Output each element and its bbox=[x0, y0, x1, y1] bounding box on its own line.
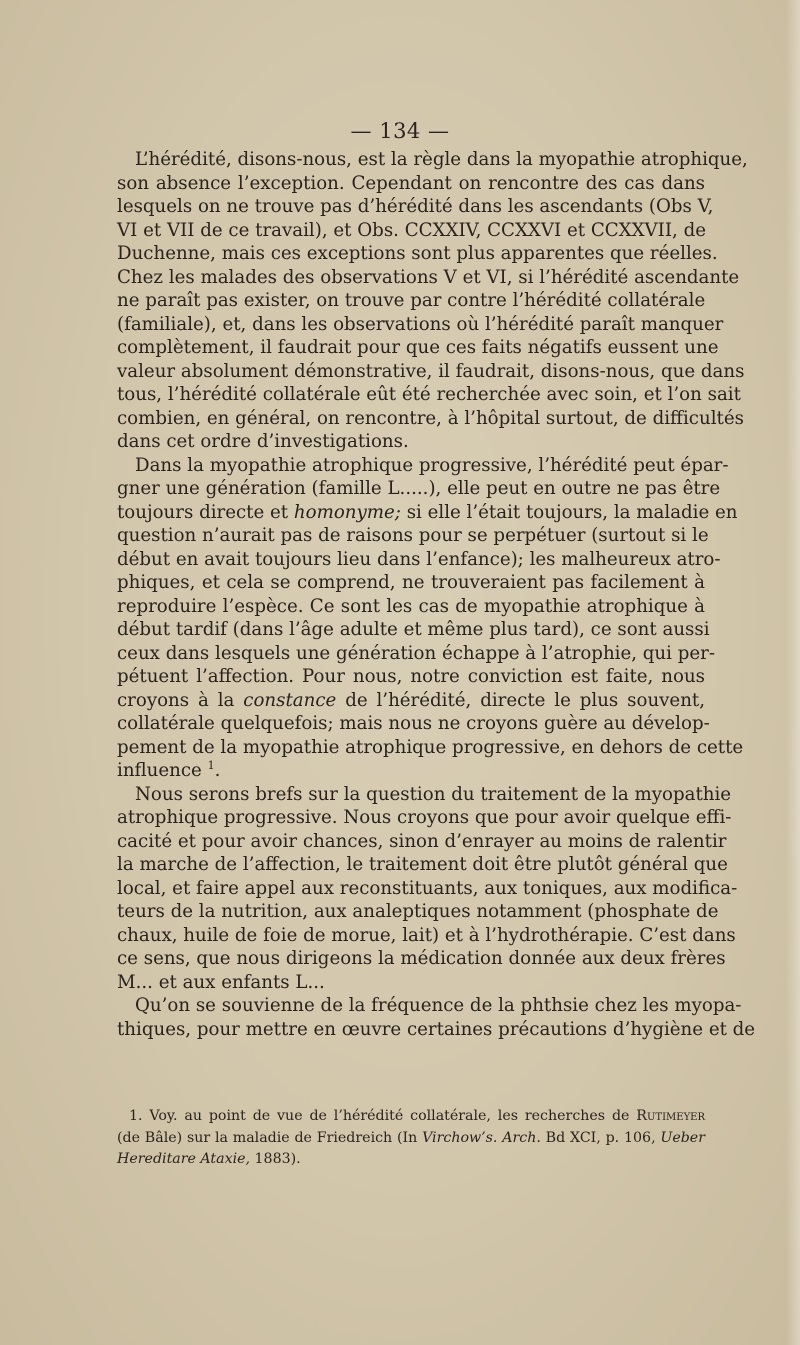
text-line: cacité et pour avoir chances, sinon d’enrayer au moins de ralentir bbox=[117, 830, 727, 852]
text-segment: toujours directe et bbox=[117, 501, 294, 523]
text-segment: si elle l’était toujours, la maladie en bbox=[400, 501, 738, 523]
text-line: gner une génération (famille L.....), elle peut en outre ne pas être bbox=[117, 478, 721, 499]
text-line: ce sens, que nous dirigeons la médication donnée aux deux frères bbox=[117, 948, 726, 969]
text-line: pement de la myopathie atrophique progressive, en dehors de cette bbox=[117, 736, 744, 758]
work-title: Hereditare Ataxie, bbox=[117, 1151, 251, 1167]
text-line: lesquels on ne trouve pas d’hérédité dans les ascendants (Obs V, bbox=[117, 196, 714, 217]
text-line: son absence l’exception. Cependant on rencontre des cas dans bbox=[117, 172, 705, 194]
text-segment: (de Bâle) sur la maladie de Friedreich (In bbox=[117, 1129, 423, 1146]
text-line: local, et faire appel aux reconstituants, aux toniques, aux modifica- bbox=[117, 877, 738, 899]
text-segment: influence bbox=[117, 760, 208, 781]
body-text bbox=[117, 148, 756, 1041]
text-line: ne paraît pas exister, on trouve par contre l’hérédité collatérale bbox=[117, 290, 706, 311]
footnote-line bbox=[117, 1128, 705, 1150]
text-line: début tardif (dans l’âge adulte et même plus tard), ce sont aussi bbox=[117, 619, 710, 640]
text-segment: 1883). bbox=[250, 1151, 301, 1167]
footnote-line bbox=[117, 1106, 705, 1128]
text-segment: de l’hérédité, directe le plus souvent, bbox=[336, 689, 706, 711]
text-line bbox=[117, 689, 705, 713]
text-line: la marche de l’affection, le traitement doit être plutôt général que bbox=[117, 854, 728, 875]
text-line: question n’aurait pas de raisons pour se perpétuer (surtout si le bbox=[117, 525, 709, 546]
text-line bbox=[117, 501, 738, 525]
text-line: Nous serons brefs sur la question du traitement de la myopathie bbox=[135, 783, 732, 805]
text-line: pétuent l’affection. Pour nous, notre conviction est faite, nous bbox=[117, 666, 705, 687]
text-line: combien, en général, on rencontre, à l’hôpital surtout, de difficultés bbox=[117, 407, 744, 429]
text-segment: croyons à la bbox=[117, 689, 244, 711]
text-line: dans cet ordre d’investigations. bbox=[117, 431, 409, 452]
text-line: Dans la myopathie atrophique progressive, l’hérédité peut épar- bbox=[135, 454, 729, 476]
text-line: début en avait toujours lieu dans l’enfance); les malheureux atro- bbox=[117, 548, 721, 570]
text-line: valeur absolument démonstrative, il faudrait, disons-nous, que dans bbox=[117, 360, 745, 382]
text-line bbox=[117, 759, 705, 783]
text-line: L’hérédité, disons-nous, est la règle dans la myopathie atrophique, bbox=[135, 149, 748, 170]
text-line: complètement, il faudrait pour que ces faits négatifs eussent une bbox=[117, 337, 719, 358]
page-number: — 134 — bbox=[350, 119, 450, 143]
text-segment: Bd XCI, p. 106, bbox=[540, 1129, 661, 1146]
work-title: Ueber bbox=[660, 1129, 705, 1146]
text-line: tous, l’hérédité collatérale eût été recherchée avec soin, et l’on sait bbox=[117, 384, 741, 405]
text-line: phiques, et cela se comprend, ne trouveraient pas facilement à bbox=[117, 572, 705, 593]
italic-term: constance bbox=[243, 689, 337, 711]
text-line: atrophique progressive. Nous croyons que pour avoir quelque effi- bbox=[117, 807, 732, 828]
text-line: Qu’on se souvienne de la fréquence de la phthsie chez les myopa- bbox=[135, 995, 742, 1016]
italic-term: homonyme; bbox=[293, 501, 401, 523]
text-line: Duchenne, mais ces exceptions sont plus apparentes que réelles. bbox=[117, 243, 718, 264]
text-line: VI et VII de ce travail), et Obs. CCXXIV, CCXXVI et CCXXVII, de bbox=[117, 219, 707, 241]
text-line: ceux dans lesquels une génération échappe à l’atrophie, qui per- bbox=[117, 642, 715, 664]
text-line: (familiale), et, dans les observations où l’hérédité paraît manquer bbox=[117, 313, 724, 335]
text-line: reproduire l’espèce. Ce sont les cas de myopathie atrophique à bbox=[117, 595, 705, 617]
author-name: Rutimeyer bbox=[636, 1108, 705, 1124]
text-line: thiques, pour mettre en œuvre certaines précautions d’hygiène et de bbox=[117, 1018, 756, 1040]
text-segment: 1. Voy. au point de vue de l’hérédité collatérale, les recherches de bbox=[129, 1108, 637, 1124]
text-line: chaux, huile de foie de morue, lait) et à l’hydrothérapie. C’est dans bbox=[117, 924, 736, 946]
text-line: M... et aux enfants L... bbox=[117, 971, 325, 993]
text-segment: . bbox=[214, 760, 221, 781]
footnote-line bbox=[117, 1149, 705, 1171]
footnote-marker: 1 bbox=[207, 758, 215, 772]
text-line: collatérale quelquefois; mais nous ne croyons guère au dévelop- bbox=[117, 713, 710, 734]
text-line: Chez les malades des observations V et VI, si l’hérédité ascendante bbox=[117, 266, 740, 288]
text-line: teurs de la nutrition, aux analeptiques notamment (phosphate de bbox=[117, 901, 719, 922]
footnote bbox=[117, 1106, 705, 1171]
journal-title: Virchow’s. Arch. bbox=[422, 1129, 541, 1146]
